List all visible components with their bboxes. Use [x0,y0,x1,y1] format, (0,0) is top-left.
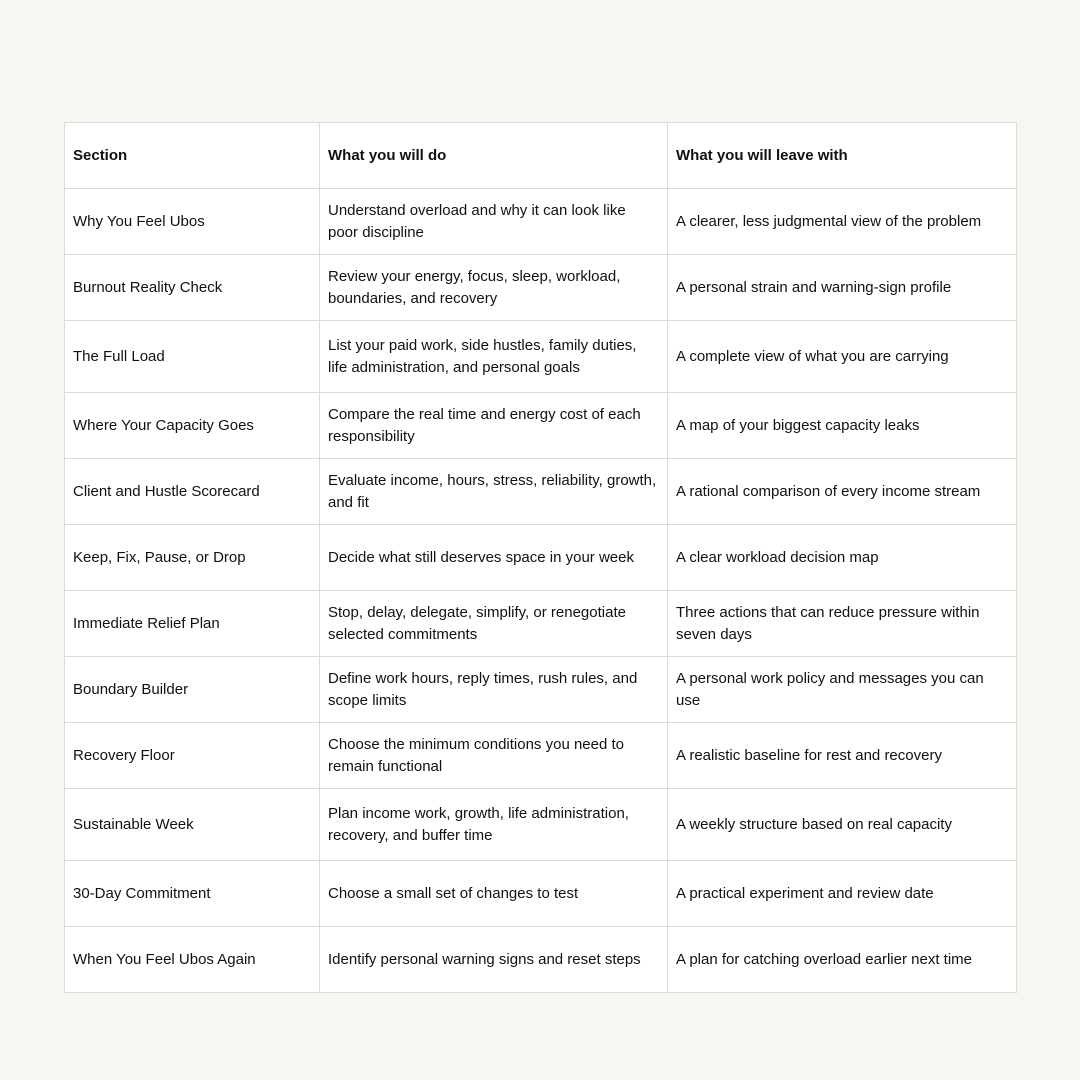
cell-section: Immediate Relief Plan [65,591,320,657]
cell-what-you-will-do: Choose the minimum conditions you need to remain functional [320,723,668,789]
cell-what-you-will-leave-with: A personal work policy and messages you can use [668,657,1017,723]
cell-section: Keep, Fix, Pause, or Drop [65,525,320,591]
cell-what-you-will-leave-with: A personal strain and warning-sign profile [668,255,1017,321]
table-row [65,459,1017,525]
table-row [65,927,1017,993]
table-row [65,255,1017,321]
cell-what-you-will-do: List your paid work, side hustles, family duties, life administration, and personal goals [320,321,668,393]
cell-what-you-will-leave-with: A realistic baseline for rest and recovery [668,723,1017,789]
cell-what-you-will-do: Compare the real time and energy cost of each responsibility [320,393,668,459]
course-outline-table-wrapper [64,122,1016,993]
cell-what-you-will-do: Plan income work, growth, life administration, recovery, and buffer time [320,789,668,861]
course-outline-table [64,122,1017,993]
cell-section: 30-Day Commitment [65,861,320,927]
cell-section: The Full Load [65,321,320,393]
cell-what-you-will-leave-with: A complete view of what you are carrying [668,321,1017,393]
cell-what-you-will-leave-with: A clearer, less judgmental view of the problem [668,189,1017,255]
cell-what-you-will-do: Identify personal warning signs and reset steps [320,927,668,993]
cell-what-you-will-do: Stop, delay, delegate, simplify, or renegotiate selected commitments [320,591,668,657]
cell-what-you-will-do: Understand overload and why it can look like poor discipline [320,189,668,255]
table-row [65,657,1017,723]
cell-what-you-will-leave-with: A clear workload decision map [668,525,1017,591]
cell-section: Boundary Builder [65,657,320,723]
table-row [65,189,1017,255]
cell-what-you-will-leave-with: A rational comparison of every income stream [668,459,1017,525]
cell-what-you-will-do: Decide what still deserves space in your week [320,525,668,591]
cell-what-you-will-do: Define work hours, reply times, rush rules, and scope limits [320,657,668,723]
header-section: Section [65,123,320,189]
table-row [65,591,1017,657]
table-header-row [65,123,1017,189]
cell-what-you-will-leave-with: Three actions that can reduce pressure within seven days [668,591,1017,657]
header-what-you-will-leave-with: What you will leave with [668,123,1017,189]
cell-section: Sustainable Week [65,789,320,861]
table-row [65,723,1017,789]
header-what-you-will-do: What you will do [320,123,668,189]
cell-what-you-will-leave-with: A weekly structure based on real capacity [668,789,1017,861]
cell-what-you-will-do: Choose a small set of changes to test [320,861,668,927]
cell-section: When You Feel Ubos Again [65,927,320,993]
table-row [65,525,1017,591]
cell-what-you-will-leave-with: A plan for catching overload earlier next time [668,927,1017,993]
table-row [65,861,1017,927]
cell-section: Recovery Floor [65,723,320,789]
cell-section: Burnout Reality Check [65,255,320,321]
cell-what-you-will-do: Evaluate income, hours, stress, reliability, growth, and fit [320,459,668,525]
table-row [65,789,1017,861]
cell-section: Where Your Capacity Goes [65,393,320,459]
cell-section: Why You Feel Ubos [65,189,320,255]
table-row [65,393,1017,459]
cell-what-you-will-leave-with: A map of your biggest capacity leaks [668,393,1017,459]
table-row [65,321,1017,393]
cell-what-you-will-do: Review your energy, focus, sleep, workload, boundaries, and recovery [320,255,668,321]
cell-section: Client and Hustle Scorecard [65,459,320,525]
cell-what-you-will-leave-with: A practical experiment and review date [668,861,1017,927]
